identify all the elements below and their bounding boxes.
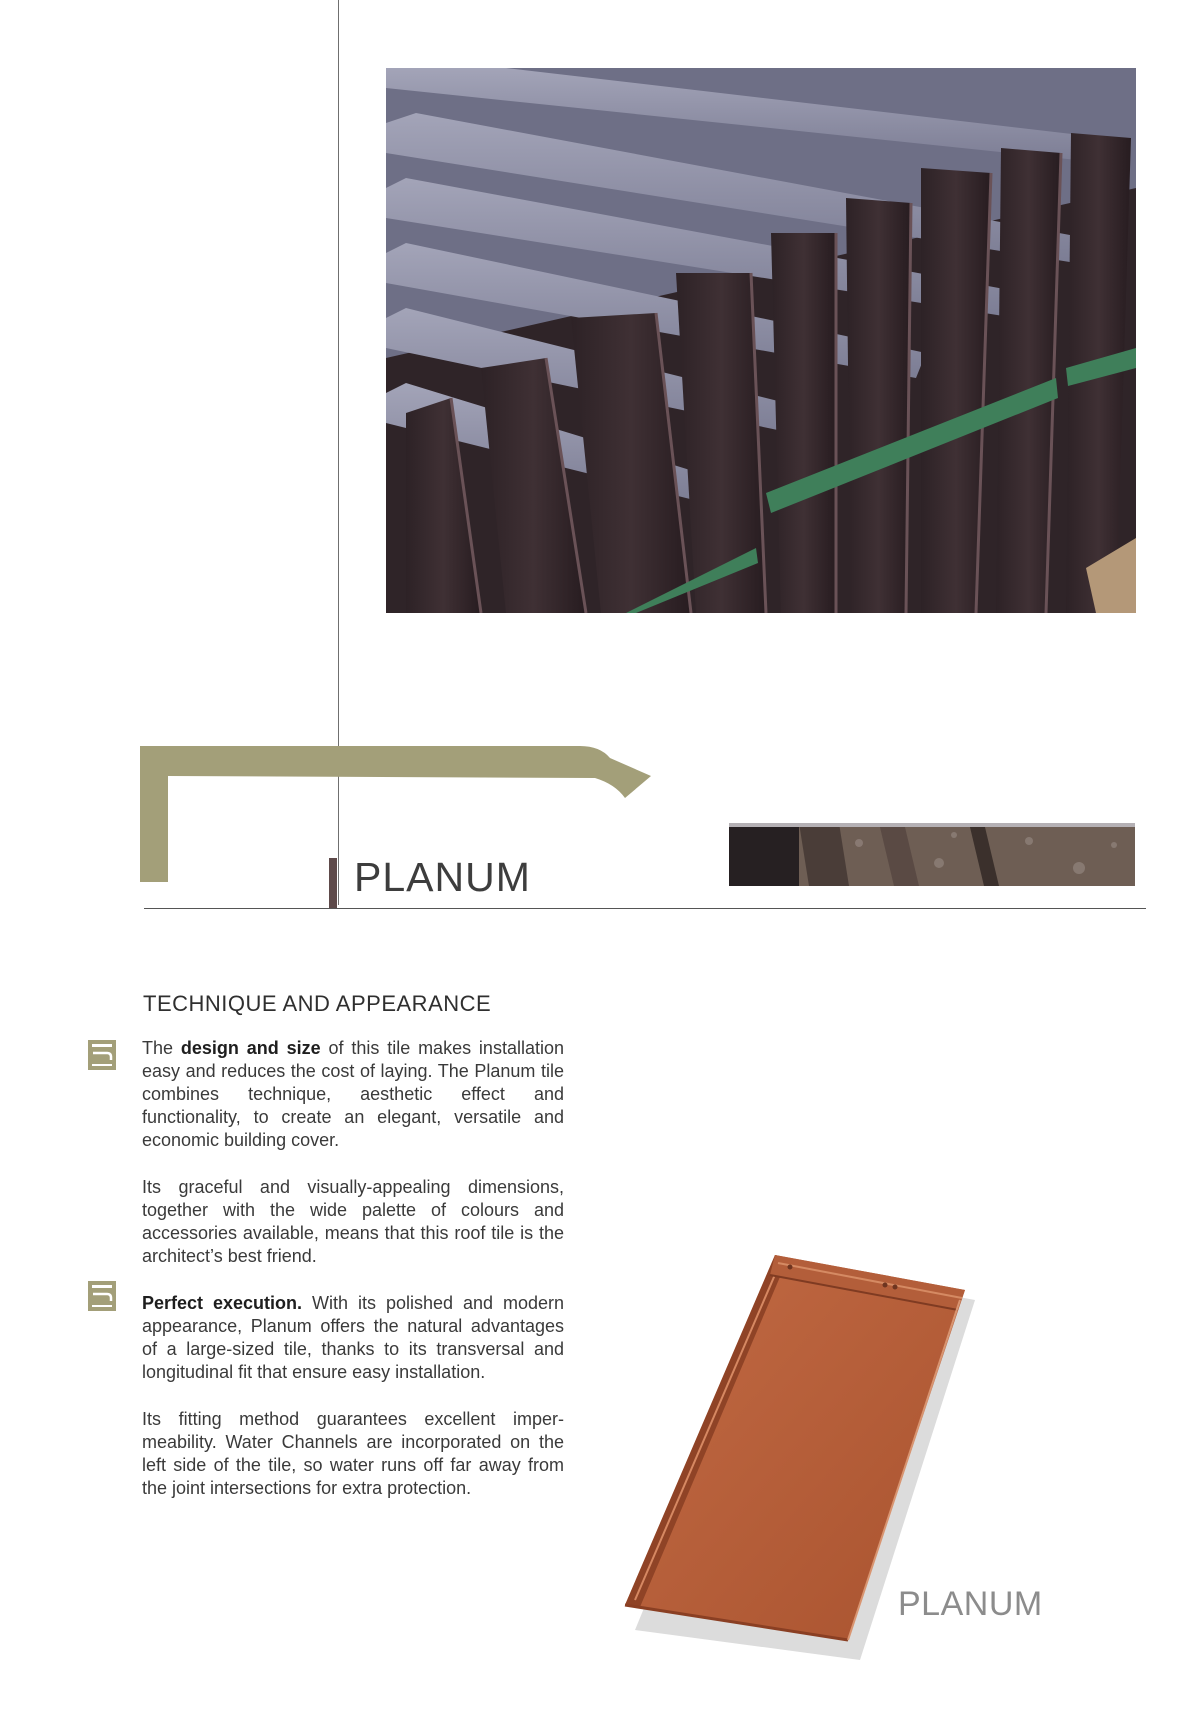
emphasis-design-size: design and size: [180, 1038, 321, 1058]
tile-profile-icon: [88, 1040, 116, 1070]
tile-profile-icon: [88, 1281, 116, 1311]
paragraph-dimensions: Its graceful and visually-appealing dimensions, together with the wide palette of colours and accessories available, means that this roof tile is the architect’s best friend.: [142, 1177, 564, 1266]
title-accent-bar: [329, 858, 337, 908]
emphasis-perfect-execution: Perfect execution.: [142, 1293, 303, 1313]
tile-caption: PLANUM: [898, 1585, 1043, 1623]
tile-texture-photo: [729, 823, 1135, 886]
paragraph-fitting-method: Its fitting method guarantees excellent imper-meability. Water Channels are incorporated on the left side of the tile, so water runs off far away from the joint intersections for extra protection.: [142, 1409, 564, 1498]
stacked-tiles-photo: [386, 68, 1136, 613]
paragraph-perfect-execution: Perfect execution. With its polished and modern appearance, Planum offers the natural advantages of a large-sized tile, thanks to its transversal and longitudinal fit that ensure easy installation.: [142, 1293, 564, 1382]
horizontal-rule: [144, 908, 1146, 909]
section-heading: TECHNIQUE AND APPEARANCE: [143, 991, 492, 1016]
page-title: PLANUM: [354, 854, 531, 900]
paragraph-design-size: The design and size of this tile makes installation easy and reduces the cost of laying. The Planum tile combines technique, aesthetic effect and functionality, to create an elegant, versatile and economic building cover.: [142, 1038, 564, 1150]
